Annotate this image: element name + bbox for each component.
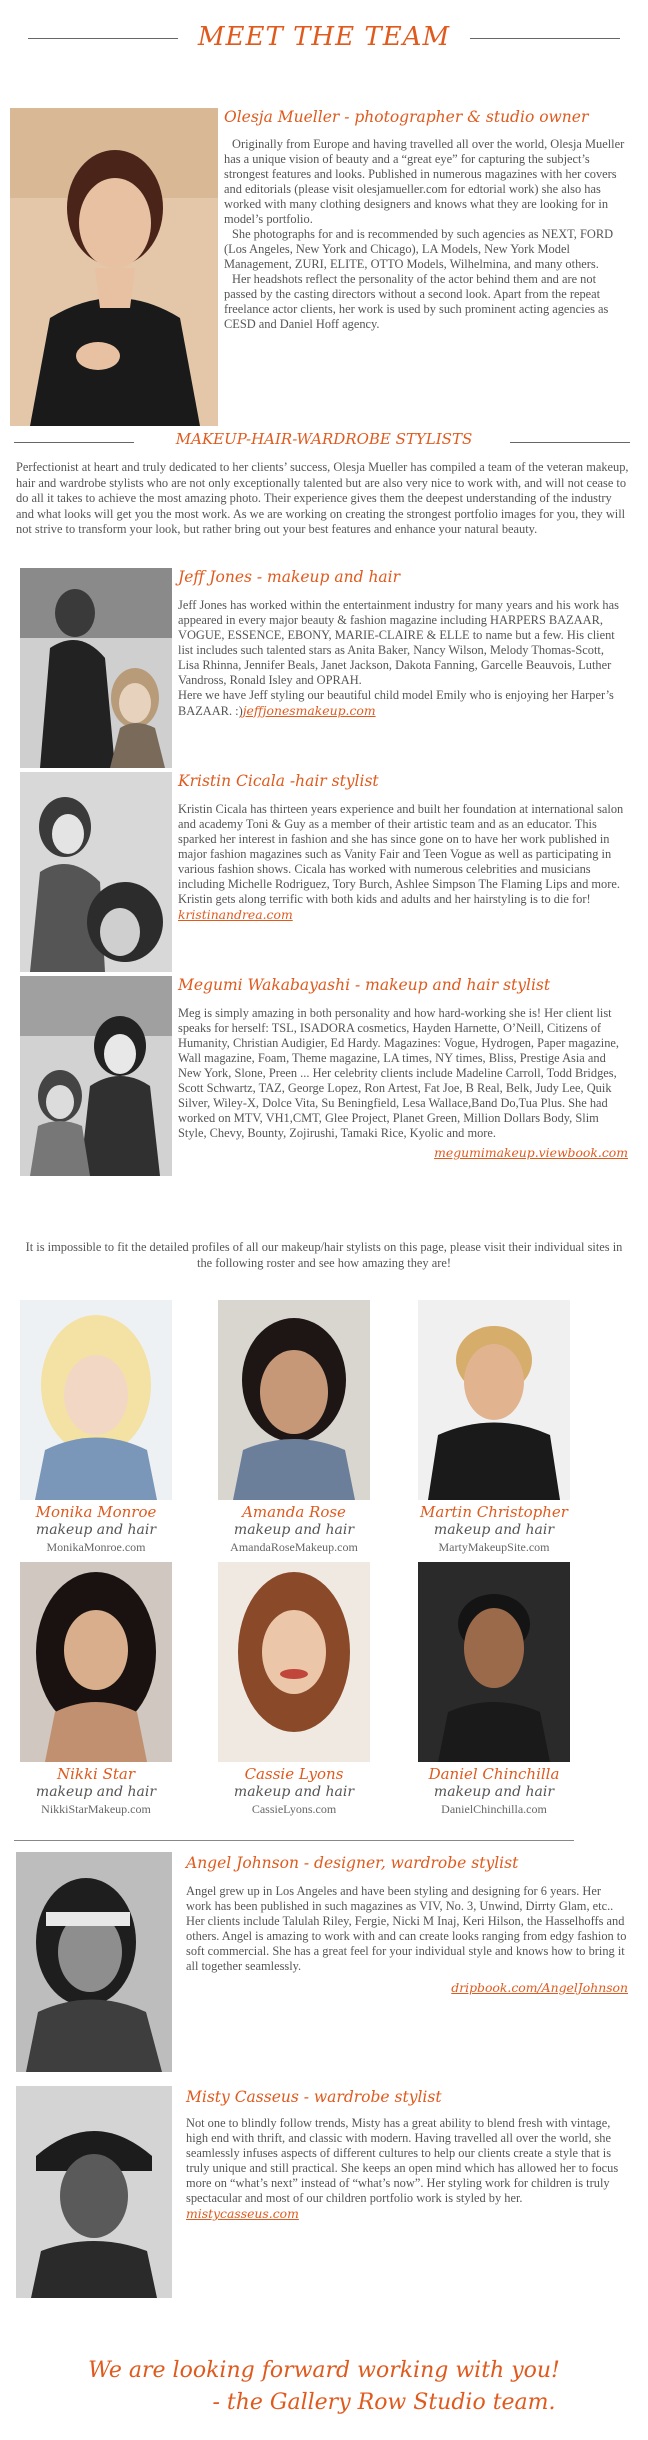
roster-name: Martin Christopher	[420, 1503, 568, 1521]
roster-photo-nikki	[20, 1562, 172, 1762]
section-divider	[14, 1840, 574, 1841]
kristin-photo	[20, 772, 172, 972]
jeff-bio	[178, 598, 628, 719]
roster-role: makeup and hair	[233, 1784, 355, 1800]
angel-link-row	[186, 1980, 628, 1996]
jeff-role: - makeup and hair	[251, 568, 401, 586]
kristin-bio-line: Kristin Cicala has thirteen years experience and built her foundation at international salon and academy Toni & Guy as a member of their artistic team and as an educator. This sparked her interest in fashion and she has since gone on to have her work published in major fashion magazines such as Vanity Fair and Teen Vogue as well as participating in various fashion shows. Cicala has worked with numerous celebrities and musicians including Michelle Rodriguez, Tory Burch, Ashlee Simpson The Flaming Lips and more. Kristin gets along terrific with both kids and adults and her hairstyling is to die for!	[178, 802, 624, 906]
roster-role: makeup and hair	[35, 1784, 157, 1800]
footer-signature: - the Gallery Row Studio team.	[212, 2390, 556, 2415]
misty-name: Misty Casseus	[186, 2088, 299, 2106]
kristin-bio-text	[178, 802, 628, 923]
roster-site-link[interactable]: AmandaRoseMakeup.com	[230, 1540, 358, 1554]
kristin-website-link[interactable]: kristinandrea.com	[178, 907, 293, 922]
roster-photo-daniel	[418, 1562, 570, 1762]
roster-site-link[interactable]: DanielChinchilla.com	[441, 1802, 547, 1816]
kristin-name-line	[178, 772, 379, 790]
owner-name: Olesja Mueller	[224, 108, 340, 126]
megumi-role: - makeup and hair stylist	[350, 976, 551, 994]
megumi-name-line	[178, 976, 550, 994]
angel-name: Angel Johnson	[186, 1854, 299, 1872]
misty-name-line	[186, 2088, 442, 2106]
jeff-bio-text: Jeff Jones has worked within the entertainment industry for many years and his work has appeared in every major beauty & fashion magazine including HARPERS BAZAAR, VOGUE, ESSENCE, EBONY, MARIE-CLAIRE & ELLE to name but a few. His client list includes such talented stars as Anita Baker, Nancy Wilson, Melody Thomas-Scott, Lisa Rhinna, Jennifer Beals, Janet Jackson, Dakota Fanning, Garcelle Beauvois, Luther Vandross, Ronald Isley and OPRAH.	[178, 598, 619, 687]
stylists-section-title: MAKEUP-HAIR-WARDROBE STYLISTS	[175, 430, 473, 448]
jeff-website-link[interactable]: jeffjonesmakeup.com	[242, 703, 376, 718]
roster-role: makeup and hair	[433, 1784, 555, 1800]
jeff-bio-line: Here we have Jeff styling our beautiful child model Emily who is enjoying her Harper’s BAZAAR. :)	[178, 688, 614, 718]
stylists-section-header	[0, 428, 648, 458]
roster-photo-martin	[418, 1300, 570, 1500]
roster-role: makeup and hair	[35, 1522, 157, 1538]
megumi-bio	[178, 1006, 628, 1161]
roster-site-link[interactable]: MartyMakeupSite.com	[438, 1540, 550, 1554]
owner-bio-paragraph: She photographs for and is recommended by such agencies as NEXT, FORD (Los Angeles, New York and Chicago), LA Models, New York Model Management, ZURI, ELITE, OTTO Models, Wilhelmina, and many others.	[224, 227, 614, 271]
jeff-bio-text2	[178, 688, 628, 719]
roster-photo-cassie	[218, 1562, 370, 1762]
roster-site-link[interactable]: NikkiStarMakeup.com	[41, 1802, 151, 1816]
page-header	[0, 18, 648, 58]
angel-photo	[16, 1852, 172, 2072]
owner-role: - photographer & studio owner	[339, 108, 589, 126]
megumi-website-link[interactable]: megumimakeup.viewbook.com	[434, 1145, 628, 1160]
roster-name: Monika Monroe	[35, 1503, 157, 1521]
jeff-photo	[20, 568, 172, 768]
angel-bio	[186, 1884, 628, 1996]
roster-role: makeup and hair	[233, 1522, 355, 1538]
jeff-name-line	[178, 568, 400, 586]
roster-name: Amanda Rose	[242, 1503, 346, 1521]
roster-name: Cassie Lyons	[244, 1765, 344, 1783]
kristin-bio	[178, 802, 628, 923]
misty-role: - wardrobe stylist	[298, 2088, 442, 2106]
owner-bio-paragraph: Her headshots reflect the personality of the actor behind them and are not passed by the casting directors without a second look. Apart from the repeat freelance actor clients, her work is used by such prominent acting agencies as CESD and Daniel Hoff agency.	[224, 272, 609, 331]
roster-photo-amanda	[218, 1300, 370, 1500]
owner-name-line	[224, 108, 588, 126]
misty-bio	[186, 2116, 628, 2222]
angel-bio-text: Angel grew up in Los Angeles and have been styling and designing for 6 years. Her work has been published in such magazines as VIV, No. 3, Unwind, Dirrty Glam, etc.. Her clients include Talulah Riley, Fergie, Nicki M Inaj, Keri Hilson, the Hasselhoffs and others. Angel is amazing to work with and can create looks ranging from edgy fashion to soft commercial. She has a great feel for your individual style and knows how to bring it all together seamlessly.	[186, 1884, 627, 1973]
section-rule-right	[510, 442, 630, 443]
page-title: MEET THE TEAM	[197, 22, 451, 52]
megumi-name: Megumi Wakabayashi	[178, 976, 351, 994]
roster-name: Nikki Star	[56, 1765, 136, 1783]
roster-photo-monika	[20, 1300, 172, 1500]
stylists-intro: Perfectionist at heart and truly dedicated to her clients’ success, Olesja Mueller has compiled a team of the veteran makeup, hair and wardrobe stylists who are not only exceptionally talented but are also very nice to work with, and will not cease to do all it takes to achieve the most amazing photo. Their experience gives them the deepest understanding of the industry and what looks will get you the most work. As we are working on creating the strongest portfolio images for you, they will not strive to transform your look, but rather bring out your best features and enhance your natural beauty.	[16, 460, 629, 536]
jeff-name: Jeff Jones	[178, 568, 252, 586]
footer-message: We are looking forward working with you!	[88, 2358, 560, 2383]
megumi-link-row	[178, 1145, 628, 1161]
owner-photo	[10, 108, 218, 426]
header-rule-right	[470, 38, 620, 39]
megumi-photo	[20, 976, 172, 1176]
owner-bio	[224, 137, 628, 332]
megumi-bio-text: Meg is simply amazing in both personality and how hard-working she is! Her client list speaks for herself: TSL, ISADORA cosmetics, Hayden Harnette, O’Neill, Citizens of Humanity, Christian Audigier, Ed Hardy. Magazines: Vogue, Hydrogen, Paper magazine, Wall magazine, Foam, Theme magazine, LA times, NY times, Bliss, Prestige Asia and New York, Slone, Preen ... Her celebrity clients include Madeline Carroll, Todd Bridges, Scott Schwartz, TAZ, George Lopez, Ron Artest, Fat Joe, B Real, Belk, Judy Lee, Quik Silver, Wiley-X, Dolce Vita, Su Beningfield, Lesa Wallace,Band Do,Tua Plus. She had worked on MTV, VH1,CMT, Glee Project, Planet Green, Million Dollars Body, Slim Style, Chevy, Bounty, Zojirushi, Tamaki Rice, Kyolic and more.	[178, 1006, 619, 1140]
misty-bio-text	[186, 2116, 628, 2222]
misty-photo	[16, 2086, 172, 2298]
roster-role: makeup and hair	[433, 1522, 555, 1538]
angel-website-link[interactable]: dripbook.com/AngelJohnson	[451, 1980, 628, 1995]
angel-name-line	[186, 1854, 518, 1872]
kristin-name: Kristin Cicala	[178, 772, 285, 790]
roster-site-link[interactable]: CassieLyons.com	[251, 1802, 337, 1816]
roster-name: Daniel Chinchilla	[428, 1765, 560, 1783]
roster-note: It is impossible to fit the detailed profiles of all our makeup/hair stylists on this page, please visit their individual sites in the following roster and see how amazing they are!	[25, 1240, 623, 1270]
misty-website-link[interactable]: mistycasseus.com	[186, 2206, 299, 2221]
owner-bio-paragraph: Originally from Europe and having travelled all over the world, Olesja Mueller has a unique vision of beauty and a “great eye” for capturing the subject’s strongest features and looks. Published in numerous magazines with her covers and editorials (please visit olesjamueller.com for edtorial work) she also has worked with many clothing designers and knows what they are looking for in model’s portfolio.	[224, 137, 625, 226]
angel-role: - designer, wardrobe stylist	[298, 1854, 519, 1872]
roster-site-link[interactable]: MonikaMonroe.com	[46, 1540, 146, 1554]
kristin-role: -hair stylist	[284, 772, 379, 790]
misty-bio-line: Not one to blindly follow trends, Misty has a great ability to blend fresh with vintage, high end with thrift, and classic with modern. Having travelled all over the world, she seamlessly infuses aspects of different cultures to help our clients create a style that is truly unique and still practical. She keeps an open mind which has allowed her to focus more on “what’s next” instead of “what’s now”. Her styling work for children is truly spectacular and most of our children portfolio work is styled by her.	[186, 2116, 619, 2205]
